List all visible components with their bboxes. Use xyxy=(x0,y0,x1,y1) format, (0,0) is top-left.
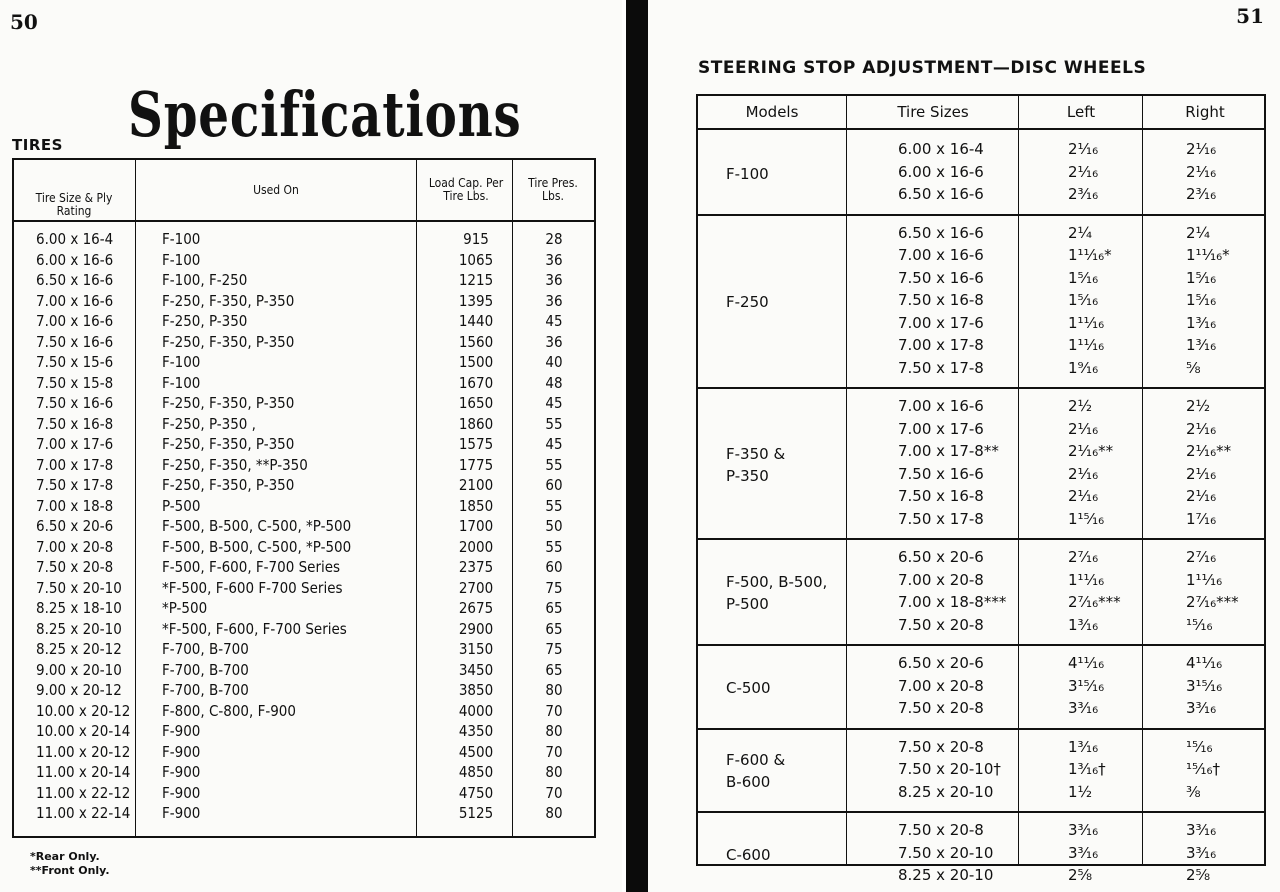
table-row xyxy=(14,228,594,249)
table-row xyxy=(14,556,594,577)
table-row xyxy=(14,351,594,372)
tire-size-cell: 7.50 x 16-8 xyxy=(36,414,114,433)
right-stop-cell: 2³⁄₁₆ xyxy=(1186,185,1217,203)
tire-pressure-cell: 28 xyxy=(545,230,563,248)
model-name: F-600 & B-600 xyxy=(726,751,786,792)
right-stop-cell: 2¹⁄₁₆ xyxy=(1186,419,1217,438)
header-tire-sizes: Tire Sizes xyxy=(897,103,969,121)
page-number-right: 51 xyxy=(1236,4,1264,28)
used-on-cell: *F-500, F-600, F-700 Series xyxy=(162,619,347,638)
load-capacity-cell: 1560 xyxy=(458,332,494,351)
table-row xyxy=(698,738,1264,760)
left-stop-cell: 1⁵⁄₁₆ xyxy=(1068,291,1099,309)
left-stop-cell: 2⁷⁄₁₆*** xyxy=(1068,593,1121,611)
table-row xyxy=(14,290,594,311)
load-capacity-cell: 915 xyxy=(463,230,489,248)
tire-size-cell: 7.00 x 20-8 xyxy=(898,676,984,695)
footnote-rear: *Rear Only. xyxy=(30,850,100,863)
table-row xyxy=(14,700,594,721)
load-capacity-cell: 1065 xyxy=(458,250,494,269)
left-stop-cell: 1⁵⁄₁₆ xyxy=(1068,268,1099,287)
table-row xyxy=(698,760,1264,782)
tire-size-cell: 6.00 x 16-6 xyxy=(36,250,114,269)
tire-size-cell: 7.50 x 20-10 xyxy=(36,578,122,597)
left-stop-cell: 2¼ xyxy=(1068,223,1093,242)
load-capacity-cell: 2375 xyxy=(458,558,494,576)
tire-size-cell: 10.00 x 20-12 xyxy=(36,701,131,720)
used-on-cell: F-250, F-350, P-350 xyxy=(162,476,295,494)
tire-size-cell: 11.00 x 22-12 xyxy=(36,783,131,802)
tire-size-cell: 8.25 x 20-12 xyxy=(36,640,122,658)
used-on-cell: F-900 xyxy=(162,804,201,822)
load-capacity-cell: 2900 xyxy=(458,619,494,638)
left-stop-cell: 1¹¹⁄₁₆ xyxy=(1068,313,1105,332)
right-stop-cell: 1⁵⁄₁₆ xyxy=(1186,268,1217,287)
tire-size-cell: 7.50 x 17-8 xyxy=(898,509,984,528)
left-stop-cell: 3³⁄₁₆ xyxy=(1068,843,1099,862)
tire-size-cell: 7.50 x 20-8 xyxy=(898,737,984,756)
right-stop-cell: 2¹⁄₁₆ xyxy=(1186,140,1217,158)
left-stop-cell: 2¹⁄₁₆ xyxy=(1068,140,1099,158)
table-row xyxy=(14,433,594,454)
tire-pressure-cell: 65 xyxy=(545,619,563,638)
tire-size-cell: 7.00 x 17-6 xyxy=(36,435,114,453)
load-capacity-cell: 1860 xyxy=(458,414,494,433)
table-row xyxy=(698,336,1264,358)
load-capacity-cell: 4350 xyxy=(458,722,494,740)
load-capacity-cell: 1775 xyxy=(458,455,494,474)
table-row xyxy=(14,310,594,331)
tire-size-cell: 7.00 x 18-8 xyxy=(36,496,114,515)
used-on-cell: F-900 xyxy=(162,722,201,740)
table-row xyxy=(698,699,1264,721)
header-tire-size: Tire Size & Ply Rating xyxy=(35,191,113,218)
table-row xyxy=(698,844,1264,866)
load-capacity-cell: 1575 xyxy=(458,435,494,453)
table-row xyxy=(698,548,1264,570)
table-row xyxy=(698,866,1264,888)
tire-size-cell: 11.00 x 22-14 xyxy=(36,804,131,822)
model-name: C-600 xyxy=(726,845,771,864)
tire-size-cell: 8.25 x 20-10 xyxy=(898,866,994,884)
tire-size-cell: 6.50 x 20-6 xyxy=(898,654,984,672)
tire-size-cell: 6.00 x 16-6 xyxy=(898,162,984,181)
tire-pressure-cell: 45 xyxy=(545,394,563,412)
right-stop-cell: 1³⁄₁₆ xyxy=(1186,336,1217,354)
right-stop-cell: ⅜ xyxy=(1186,782,1201,801)
tire-pressure-cell: 48 xyxy=(545,373,563,392)
right-stop-cell: ¹⁵⁄₁₆† xyxy=(1186,760,1221,778)
tire-size-cell: 7.50 x 15-6 xyxy=(36,353,114,371)
table-row xyxy=(14,392,594,413)
tire-size-cell: 7.50 x 20-10† xyxy=(898,760,1001,778)
section-label-tires: TIRES xyxy=(12,136,63,154)
tire-size-cell: 7.50 x 20-8 xyxy=(898,699,984,717)
tire-size-cell: 10.00 x 20-14 xyxy=(36,722,131,740)
right-stop-cell: 2½ xyxy=(1186,397,1211,415)
table-row xyxy=(698,677,1264,699)
left-stop-cell: 2³⁄₁₆ xyxy=(1068,185,1099,203)
right-stop-cell: 1³⁄₁₆ xyxy=(1186,313,1217,332)
tire-size-cell: 6.50 x 16-6 xyxy=(898,223,984,242)
load-capacity-cell: 2000 xyxy=(458,537,494,556)
right-stop-cell: 1⁵⁄₁₆ xyxy=(1186,291,1217,309)
right-stop-cell: 3³⁄₁₆ xyxy=(1186,699,1217,717)
tire-size-cell: 6.50 x 20-6 xyxy=(898,548,984,566)
load-capacity-cell: 1700 xyxy=(458,517,494,535)
load-capacity-cell: 1850 xyxy=(458,496,494,515)
load-capacity-cell: 2700 xyxy=(458,578,494,597)
right-stop-cell: 2¹⁄₁₆ xyxy=(1186,162,1217,181)
used-on-cell: F-250, F-350, P-350 xyxy=(162,394,295,412)
model-group xyxy=(698,813,1264,892)
tire-pressure-cell: 36 xyxy=(545,291,563,310)
table-row xyxy=(698,616,1264,638)
used-on-cell: F-250, P-350 xyxy=(162,312,248,330)
model-group xyxy=(698,730,1264,814)
model-group xyxy=(698,132,1264,216)
tire-size-cell: 7.50 x 17-8 xyxy=(898,358,984,377)
steering-table-header xyxy=(698,96,1264,130)
table-row xyxy=(698,163,1264,185)
tire-size-cell: 7.50 x 16-6 xyxy=(36,394,114,412)
tire-size-cell: 6.00 x 16-4 xyxy=(898,140,984,158)
table-row xyxy=(14,577,594,598)
tire-size-cell: 6.50 x 16-6 xyxy=(898,185,984,203)
right-stop-cell: 1¹¹⁄₁₆* xyxy=(1186,246,1230,264)
used-on-cell: F-250, P-350 , xyxy=(162,414,256,433)
used-on-cell: F-800, C-800, F-900 xyxy=(162,701,296,720)
tire-size-cell: 7.00 x 20-8 xyxy=(36,537,114,556)
load-capacity-cell: 5125 xyxy=(458,804,494,822)
model-name: F-500, B-500, P-500 xyxy=(726,573,828,613)
table-row xyxy=(698,269,1264,291)
table-row xyxy=(14,761,594,782)
left-stop-cell: 1¹¹⁄₁₆* xyxy=(1068,246,1112,264)
used-on-cell: F-700, B-700 xyxy=(162,660,249,679)
right-page xyxy=(648,0,1280,892)
model-group xyxy=(698,646,1264,730)
right-stop-cell: 1⁷⁄₁₆ xyxy=(1186,509,1217,528)
right-stop-cell: 2⁷⁄₁₆ xyxy=(1186,548,1217,566)
tire-size-cell: 7.00 x 16-6 xyxy=(36,312,114,330)
load-capacity-cell: 3150 xyxy=(458,640,494,658)
tire-size-cell: 7.50 x 20-8 xyxy=(898,615,984,634)
header-used-on: Used On xyxy=(253,182,299,197)
tire-size-cell: 8.25 x 20-10 xyxy=(36,619,122,638)
table-row xyxy=(698,397,1264,419)
right-stop-cell: 2⅝ xyxy=(1186,866,1211,884)
tires-table xyxy=(12,158,596,838)
tire-pressure-cell: 70 xyxy=(545,783,563,802)
tire-size-cell: 7.50 x 16-6 xyxy=(36,332,114,351)
used-on-cell: F-100 xyxy=(162,250,201,269)
header-right: Right xyxy=(1185,103,1225,121)
table-row xyxy=(698,593,1264,615)
used-on-cell: F-500, F-600, F-700 Series xyxy=(162,558,341,576)
used-on-cell: F-500, B-500, C-500, *P-500 xyxy=(162,537,352,556)
tire-size-cell: 7.50 x 20-10 xyxy=(898,843,994,862)
right-stop-cell: 2¹⁄₁₆ xyxy=(1186,487,1217,505)
left-stop-cell: 1⁹⁄₁₆ xyxy=(1068,358,1099,377)
left-stop-cell: 2¹⁄₁₆ xyxy=(1068,162,1099,181)
tire-size-cell: 9.00 x 20-10 xyxy=(36,660,122,679)
left-stop-cell: 2¹⁄₁₆ xyxy=(1068,487,1099,505)
footnotes xyxy=(30,850,110,878)
tire-size-cell: 7.00 x 16-6 xyxy=(898,397,984,415)
tire-size-cell: 8.25 x 18-10 xyxy=(36,599,122,617)
used-on-cell: F-250, F-350, P-350 xyxy=(162,291,295,310)
table-row xyxy=(14,597,594,618)
tires-table-body xyxy=(14,228,594,823)
tire-pressure-cell: 55 xyxy=(545,537,563,556)
model-group xyxy=(698,540,1264,646)
page-title: Specifications xyxy=(128,78,522,151)
tire-size-cell: 7.50 x 15-8 xyxy=(36,373,114,392)
table-row xyxy=(14,454,594,475)
used-on-cell: F-250, F-350, P-350 xyxy=(162,435,295,453)
tire-pressure-cell: 75 xyxy=(545,578,563,597)
page-number-left: 50 xyxy=(10,10,38,34)
left-stop-cell: 3³⁄₁₆ xyxy=(1068,821,1099,839)
used-on-cell: F-100 xyxy=(162,230,201,248)
header-load-capacity: Load Cap. Per Tire Lbs. xyxy=(428,176,504,203)
right-stop-cell: ¹⁵⁄₁₆ xyxy=(1186,737,1213,756)
header-tire-pressure: Tire Pres. Lbs. xyxy=(528,176,578,203)
tire-size-cell: 6.00 x 16-4 xyxy=(36,230,114,248)
left-stop-cell: 1¹⁵⁄₁₆ xyxy=(1068,509,1105,528)
table-row xyxy=(14,720,594,741)
table-row xyxy=(14,413,594,434)
load-capacity-cell: 2100 xyxy=(458,476,494,494)
tire-size-cell: 9.00 x 20-12 xyxy=(36,681,122,699)
table-row xyxy=(698,442,1264,464)
load-capacity-cell: 1440 xyxy=(458,312,494,330)
used-on-cell: F-250, F-350, **P-350 xyxy=(162,455,308,474)
right-stop-cell: ¹⁵⁄₁₆ xyxy=(1186,615,1213,634)
table-row xyxy=(698,571,1264,593)
used-on-cell: F-700, B-700 xyxy=(162,681,249,699)
load-capacity-cell: 1670 xyxy=(458,373,494,392)
left-stop-cell: 4¹¹⁄₁₆ xyxy=(1068,654,1105,672)
tire-size-cell: 6.50 x 20-6 xyxy=(36,517,114,535)
tire-size-cell: 7.50 x 16-8 xyxy=(898,291,984,309)
model-group xyxy=(698,389,1264,540)
load-capacity-cell: 1215 xyxy=(458,271,494,289)
tire-size-cell: 11.00 x 20-14 xyxy=(36,763,131,781)
used-on-cell: F-100 xyxy=(162,373,201,392)
tire-size-cell: 7.00 x 17-8 xyxy=(36,455,114,474)
used-on-cell: F-100, F-250 xyxy=(162,271,248,289)
table-row xyxy=(698,487,1264,509)
load-capacity-cell: 1395 xyxy=(458,291,494,310)
tire-size-cell: 7.50 x 20-8 xyxy=(36,558,114,576)
left-stop-cell: 1³⁄₁₆† xyxy=(1068,760,1106,778)
table-row xyxy=(698,224,1264,246)
left-stop-cell: 2¹⁄₁₆** xyxy=(1068,442,1114,460)
right-stop-cell: 1¹¹⁄₁₆ xyxy=(1186,570,1223,589)
right-stop-cell: ⅝ xyxy=(1186,358,1201,377)
load-capacity-cell: 1650 xyxy=(458,394,494,412)
right-stop-cell: 3³⁄₁₆ xyxy=(1186,821,1217,839)
load-capacity-cell: 4850 xyxy=(458,763,494,781)
tire-pressure-cell: 65 xyxy=(545,660,563,679)
tire-size-cell: 7.50 x 16-6 xyxy=(898,268,984,287)
table-row xyxy=(698,510,1264,532)
table-row xyxy=(14,474,594,495)
table-row xyxy=(698,465,1264,487)
right-stop-cell: 2¹⁄₁₆ xyxy=(1186,464,1217,483)
table-row xyxy=(14,741,594,762)
left-stop-cell: 3³⁄₁₆ xyxy=(1068,699,1099,717)
left-stop-cell: 2¹⁄₁₆ xyxy=(1068,419,1099,438)
header-left: Left xyxy=(1066,103,1096,121)
right-stop-cell: 2¹⁄₁₆** xyxy=(1186,442,1232,460)
table-row xyxy=(14,618,594,639)
tire-size-cell: 7.50 x 20-8 xyxy=(898,821,984,839)
tire-pressure-cell: 70 xyxy=(545,701,563,720)
tire-size-cell: 7.00 x 17-6 xyxy=(898,419,984,438)
table-row xyxy=(698,654,1264,676)
tire-pressure-cell: 60 xyxy=(545,558,563,576)
load-capacity-cell: 4750 xyxy=(458,783,494,802)
tire-pressure-cell: 50 xyxy=(545,517,563,535)
tire-pressure-cell: 80 xyxy=(545,763,563,781)
tire-size-cell: 11.00 x 20-12 xyxy=(36,742,131,761)
load-capacity-cell: 4500 xyxy=(458,742,494,761)
table-row xyxy=(698,185,1264,207)
table-row xyxy=(14,679,594,700)
table-row xyxy=(14,515,594,536)
used-on-cell: F-700, B-700 xyxy=(162,640,249,658)
model-group xyxy=(698,216,1264,390)
left-stop-cell: 3¹⁵⁄₁₆ xyxy=(1068,676,1105,695)
tire-size-cell: 7.00 x 16-6 xyxy=(36,291,114,310)
left-stop-cell: 1½ xyxy=(1068,782,1093,801)
left-stop-cell: 1¹¹⁄₁₆ xyxy=(1068,570,1105,589)
table-row xyxy=(698,246,1264,268)
left-stop-cell: 1³⁄₁₆ xyxy=(1068,737,1099,756)
table-row xyxy=(698,783,1264,805)
tire-size-cell: 8.25 x 20-10 xyxy=(898,782,994,801)
left-stop-cell: 2½ xyxy=(1068,397,1093,415)
table-row xyxy=(14,249,594,270)
steering-stop-table xyxy=(696,94,1266,884)
tire-pressure-cell: 65 xyxy=(545,599,563,617)
table-row xyxy=(14,372,594,393)
tire-pressure-cell: 80 xyxy=(545,681,563,699)
left-stop-cell: 1¹¹⁄₁₆ xyxy=(1068,336,1105,354)
table-row xyxy=(14,331,594,352)
model-name: C-500 xyxy=(726,678,771,697)
model-name: F-250 xyxy=(726,293,769,312)
left-stop-cell: 2¹⁄₁₆ xyxy=(1068,464,1099,483)
table-row xyxy=(14,802,594,823)
book-spine-shadow xyxy=(626,0,648,892)
used-on-cell: F-900 xyxy=(162,742,201,761)
tire-pressure-cell: 80 xyxy=(545,722,563,740)
load-capacity-cell: 1500 xyxy=(458,353,494,371)
tire-pressure-cell: 55 xyxy=(545,414,563,433)
table-row xyxy=(14,782,594,803)
table-row xyxy=(14,638,594,659)
tire-size-cell: 7.00 x 18-8*** xyxy=(898,593,1007,611)
used-on-cell: F-500, B-500, C-500, *P-500 xyxy=(162,517,352,535)
right-stop-cell: 3³⁄₁₆ xyxy=(1186,843,1217,862)
steering-table-title: STEERING STOP ADJUSTMENT—DISC WHEELS xyxy=(698,58,1147,78)
tire-pressure-cell: 40 xyxy=(545,353,563,371)
tire-pressure-cell: 70 xyxy=(545,742,563,761)
right-stop-cell: 4¹¹⁄₁₆ xyxy=(1186,654,1223,672)
header-models: Models xyxy=(745,103,799,121)
used-on-cell: *P-500 xyxy=(162,599,208,617)
used-on-cell: F-900 xyxy=(162,783,201,802)
table-row xyxy=(14,659,594,680)
table-row xyxy=(14,269,594,290)
left-stop-cell: 2⁷⁄₁₆ xyxy=(1068,548,1099,566)
load-capacity-cell: 3850 xyxy=(458,681,494,699)
tire-pressure-cell: 55 xyxy=(545,496,563,515)
tire-pressure-cell: 36 xyxy=(545,250,563,269)
tire-size-cell: 7.00 x 17-6 xyxy=(898,313,984,332)
used-on-cell: F-900 xyxy=(162,763,201,781)
used-on-cell: *F-500, F-600 F-700 Series xyxy=(162,578,343,597)
tire-size-cell: 7.00 x 17-8 xyxy=(898,336,984,354)
tire-pressure-cell: 75 xyxy=(545,640,563,658)
right-stop-cell: 3¹⁵⁄₁₆ xyxy=(1186,676,1223,695)
tire-pressure-cell: 55 xyxy=(545,455,563,474)
left-stop-cell: 1³⁄₁₆ xyxy=(1068,615,1099,634)
tire-pressure-cell: 80 xyxy=(545,804,563,822)
tire-size-cell: 7.50 x 17-8 xyxy=(36,476,114,494)
table-row xyxy=(698,420,1264,442)
table-row xyxy=(698,291,1264,313)
table-row xyxy=(698,140,1264,162)
load-capacity-cell: 3450 xyxy=(458,660,494,679)
table-row xyxy=(14,536,594,557)
used-on-cell: F-250, F-350, P-350 xyxy=(162,332,295,351)
table-row xyxy=(698,821,1264,843)
tire-pressure-cell: 60 xyxy=(545,476,563,494)
tire-size-cell: 7.00 x 17-8** xyxy=(898,442,999,460)
load-capacity-cell: 4000 xyxy=(458,701,494,720)
tire-size-cell: 6.50 x 16-6 xyxy=(36,271,114,289)
used-on-cell: P-500 xyxy=(162,496,201,515)
load-capacity-cell: 2675 xyxy=(458,599,494,617)
tire-pressure-cell: 45 xyxy=(545,312,563,330)
tire-size-cell: 7.50 x 16-6 xyxy=(898,464,984,483)
tire-pressure-cell: 45 xyxy=(545,435,563,453)
right-stop-cell: 2⁷⁄₁₆*** xyxy=(1186,593,1239,611)
table-row xyxy=(698,314,1264,336)
table-row xyxy=(14,495,594,516)
tires-table-header xyxy=(14,160,594,222)
table-row xyxy=(698,359,1264,381)
left-page xyxy=(0,0,622,892)
tire-size-cell: 7.50 x 16-8 xyxy=(898,487,984,505)
tire-size-cell: 7.00 x 16-6 xyxy=(898,246,984,264)
model-name: F-350 & P-350 xyxy=(726,444,786,485)
footnote-front: **Front Only. xyxy=(30,864,110,877)
tire-pressure-cell: 36 xyxy=(545,332,563,351)
model-name: F-100 xyxy=(726,164,769,183)
tire-size-cell: 7.00 x 20-8 xyxy=(898,570,984,589)
tire-pressure-cell: 36 xyxy=(545,271,563,289)
left-stop-cell: 2⅝ xyxy=(1068,866,1093,884)
right-stop-cell: 2¼ xyxy=(1186,223,1211,242)
used-on-cell: F-100 xyxy=(162,353,201,371)
